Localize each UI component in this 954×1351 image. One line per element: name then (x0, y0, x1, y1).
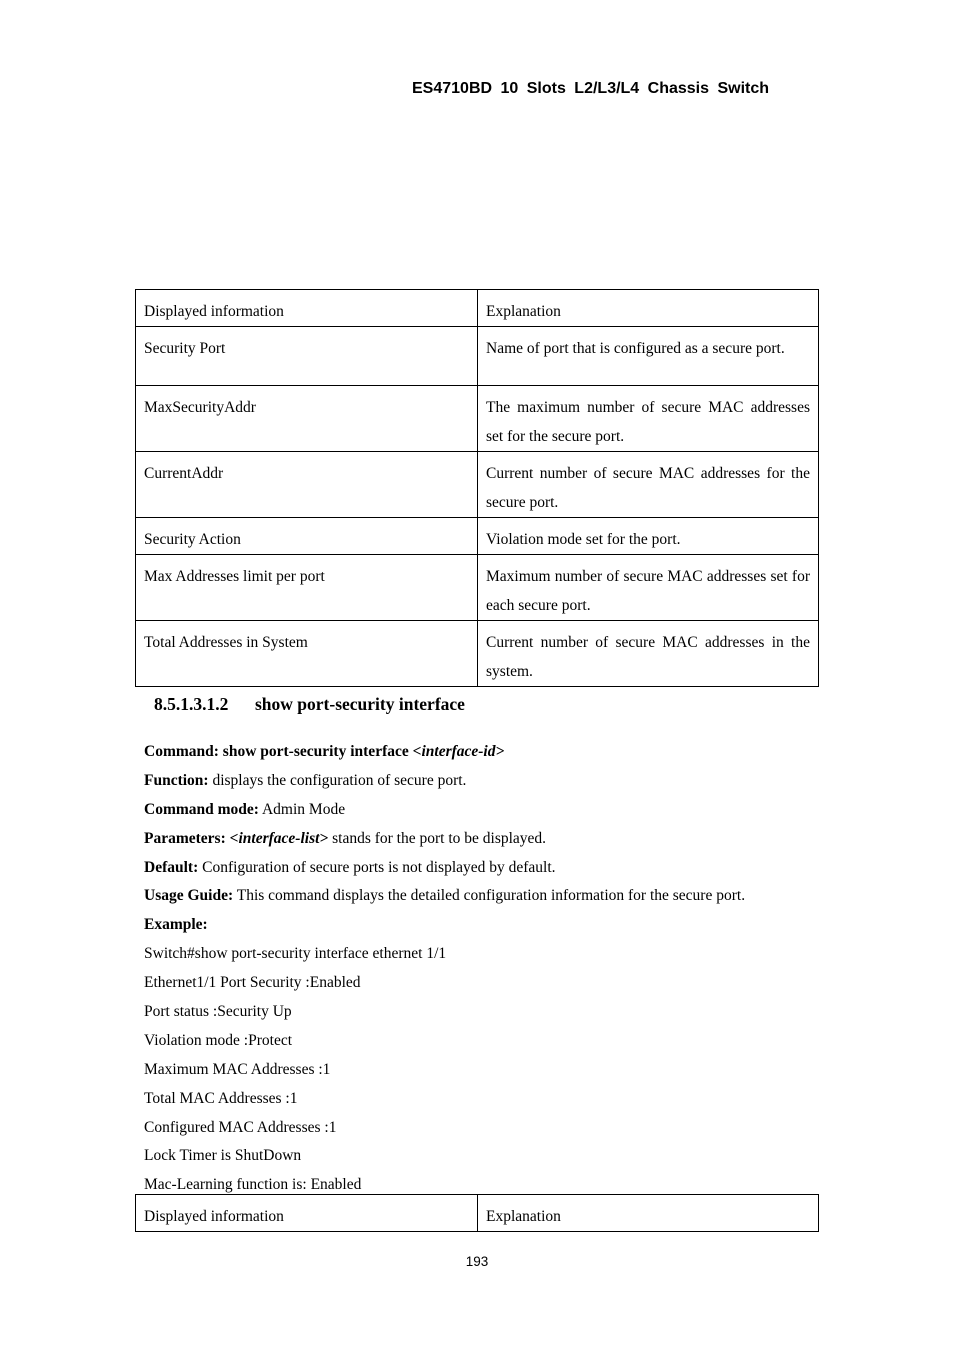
section-title: show port-security interface (255, 694, 465, 714)
parameters-line (144, 825, 745, 854)
example-label: Example: (144, 916, 208, 934)
example-label-line (144, 911, 745, 940)
table-row (136, 555, 819, 621)
table-cell-explanation: The maximum number of secure MAC addresses set for the secure port. (478, 386, 819, 452)
parameters-label: Parameters: (144, 829, 230, 847)
table-header-cell: Explanation (478, 1195, 819, 1232)
section-heading (154, 694, 465, 715)
command-label: Command: show port-security interface (144, 743, 413, 760)
mode-line (144, 796, 745, 825)
function-text: displays the configuration of secure port. (208, 771, 467, 789)
table-header-cell: Displayed information (136, 290, 478, 327)
table-header-row (136, 290, 819, 327)
example-line: Configured MAC Addresses :1 (144, 1118, 337, 1136)
table-cell-field: Security Port (136, 327, 478, 386)
example-line: Port status :Security Up (144, 1003, 292, 1021)
table-header-cell: Explanation (478, 290, 819, 327)
table-header-cell: Displayed information (136, 1195, 478, 1232)
command-line (144, 738, 745, 767)
function-line (144, 767, 745, 796)
table-row (136, 386, 819, 452)
example-line: Switch#show port-security interface ethernet 1/1 (144, 945, 447, 963)
table-cell-field: Max Addresses limit per port (136, 555, 478, 621)
example-line: Ethernet1/1 Port Security :Enabled (144, 974, 361, 992)
example-line: Maximum MAC Addresses :1 (144, 1060, 331, 1078)
table-header-row (136, 1195, 819, 1232)
mode-text: Admin Mode (258, 800, 346, 818)
table-cell-explanation: Name of port that is configured as a secure port. (478, 327, 819, 386)
example-line: Mac-Learning function is: Enabled (144, 1176, 362, 1194)
default-label: Default: (144, 858, 199, 876)
table-cell-explanation: Current number of secure MAC addresses for the secure port. (478, 452, 819, 518)
default-text: Configuration of secure ports is not displayed by default. (198, 858, 556, 876)
usage-label: Usage Guide: (144, 887, 234, 905)
usage-text: This command displays the detailed configuration information for the secure port. (233, 887, 746, 905)
parameters-text: stands for the port to be displayed. (328, 829, 547, 847)
table-cell-field: MaxSecurityAddr (136, 386, 478, 452)
page-header: ES4710BD 10 Slots L2/L3/L4 Chassis Switch (412, 80, 770, 97)
page-number: 193 (465, 1254, 489, 1269)
table-row (136, 327, 819, 386)
default-line (144, 854, 745, 883)
section-number: 8.5.1.3.1.2 (154, 694, 229, 714)
table-cell-explanation: Violation mode set for the port. (478, 518, 819, 555)
parameters-arg: <interface-list> (229, 829, 329, 847)
display-info-table (135, 289, 819, 687)
function-label: Function: (144, 771, 209, 789)
mode-label: Command mode: (144, 800, 259, 818)
table-cell-field: CurrentAddr (136, 452, 478, 518)
table-cell-field: Total Addresses in System (136, 621, 478, 687)
command-arg: <interface-id> (412, 743, 505, 760)
display-info-table-2 (135, 1194, 819, 1232)
table-cell-explanation: Current number of secure MAC addresses in the system. (478, 621, 819, 687)
command-description (144, 738, 745, 1200)
table-row (136, 518, 819, 555)
table-cell-explanation: Maximum number of secure MAC addresses set for each secure port. (478, 555, 819, 621)
table-row (136, 621, 819, 687)
example-line: Total MAC Addresses :1 (144, 1089, 298, 1107)
example-line: Violation mode :Protect (144, 1031, 293, 1049)
example-line: Lock Timer is ShutDown (144, 1147, 302, 1165)
table-cell-field: Security Action (136, 518, 478, 555)
usage-line (144, 882, 745, 911)
table-row (136, 452, 819, 518)
